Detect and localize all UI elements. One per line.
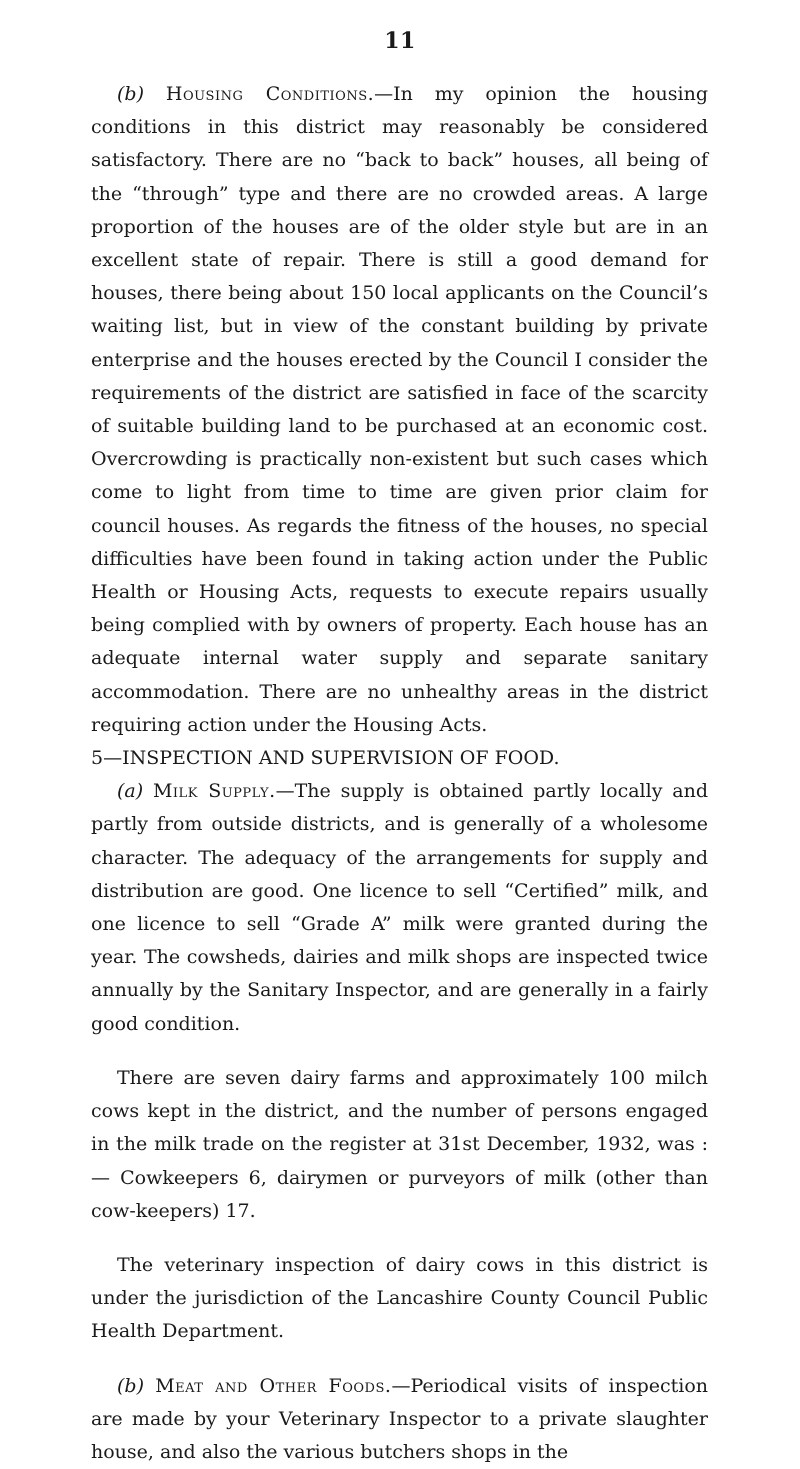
milk-label: (a) — [117, 780, 144, 803]
meat-paragraph — [91, 1370, 708, 1469]
housing-paragraph — [91, 78, 708, 742]
meat-label: (b) — [117, 1374, 144, 1397]
milk-text: —The supply is obtained partly locally and partly from outside districts, and is generally of a wholesome character. The adequacy of the arrangements for supply and distribution are good. One licence to sell “Certified” milk, and one licence to sell “Grade A” milk were granted during the year. The cowsheds, dairies and milk shops are inspected twice annually by the Sanitary Inspector, and are generally in a fairly good condition. — [91, 780, 708, 1035]
milk-paragraph — [91, 775, 708, 1041]
section-title: 5—INSPECTION AND SUPERVISION OF FOOD. — [91, 747, 560, 770]
dairy-paragraph: There are seven dairy farms and approximately 100 milch cows kept in the district, and the number of persons engaged in the milk trade on the register at 31st December, 1932, was :— Cowkeepers 6, dairymen or purveyors of milk (other than cow-keepers) 17. — [91, 1066, 708, 1222]
veterinary-paragraph: The veterinary inspection of dairy cows in this district is under the jurisdiction of the Lancashire County Council Public Health Department. — [91, 1253, 708, 1343]
page-number: 11 — [384, 28, 416, 54]
meat-text: —Periodical visits of inspection are made by your Veterinary Inspector to a private slaughter house, and also the various butchers shops in the — [91, 1374, 709, 1463]
meat-heading: Meat and Other Foods. — [155, 1374, 392, 1397]
housing-heading: Housing Conditions. — [165, 83, 375, 105]
milk-heading: Milk Supply. — [152, 780, 276, 803]
page-body — [91, 78, 708, 1469]
housing-label: (b) — [117, 83, 144, 105]
housing-text: —In my opinion the housing conditions in this district may reasonably be considered satisfactory. There are no “back to back” houses, all being of the “through” type and there are no crowded areas. A large proportion of the houses are of the older style but are in an excellent state of repair. There is still a good demand for houses, there being about 150 local applicants on the Council’s waiting list, but in view of the constant building by private enterprise and the houses erected by the Council I consider the requirements of the district are satisfied in face of the scarcity of suitable building land to be purchased at an economic cost. Overcrowding is practically non-existent but such cases which come to light from time to time are given prior claim for council houses. As regards the fitness of the houses, no special difficulties have been found in taking action under the Public Health or Housing Acts, requests to execute repairs usually being complied with by owners of property. Each house has an adequate internal water supply and separate sanitary accommodation. There are no unhealthy areas in the district requiring action under the Housing Acts. — [91, 83, 709, 736]
